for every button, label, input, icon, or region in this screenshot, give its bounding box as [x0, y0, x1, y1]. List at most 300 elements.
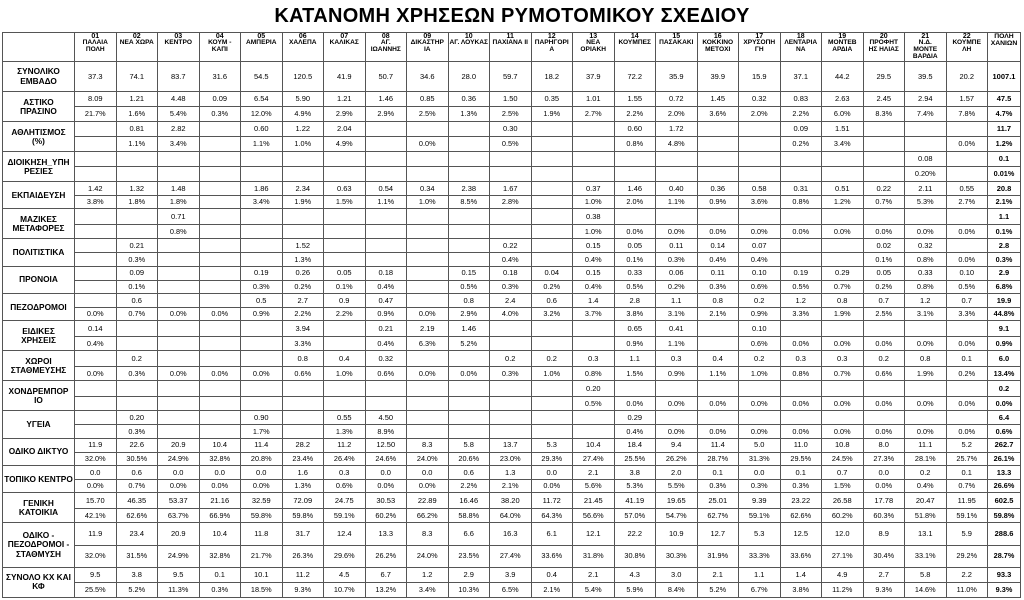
row-label: ΕΚΠΑΙΔΕΥΣΗ [3, 182, 75, 209]
table-cell: 1.4 [780, 567, 822, 582]
table-cell: 1.1% [656, 336, 698, 351]
table-cell: 10.4 [199, 438, 241, 452]
table-cell: 0.37 [573, 182, 615, 196]
table-cell [241, 152, 283, 167]
table-cell [573, 411, 615, 425]
table-cell: 0.85 [407, 92, 449, 107]
table-cell [531, 425, 573, 439]
table-cell: 10.9 [656, 523, 698, 545]
table-cell [448, 411, 490, 425]
table-cell: 0.0 [863, 466, 905, 480]
table-cell: 0.6 [531, 294, 573, 308]
table-cell: 0.4% [697, 253, 739, 267]
table-cell [905, 381, 947, 396]
table-cell [573, 122, 615, 137]
column-header [863, 33, 905, 62]
table-cell: 0.0% [531, 479, 573, 493]
table-cell: 8.5% [448, 195, 490, 209]
table-cell: 0.3% [199, 582, 241, 597]
table-cell: 15.70 [75, 493, 117, 508]
table-cell: 5.8 [448, 438, 490, 452]
table-cell: 0.0% [739, 396, 781, 411]
table-cell: 0.0% [780, 336, 822, 351]
table-cell: 0.7 [822, 466, 864, 480]
table-cell [199, 137, 241, 152]
table-cell: 2.1% [490, 479, 532, 493]
column-number: 18 [796, 33, 805, 40]
table-cell [241, 396, 283, 411]
table-cell: 62.6% [116, 508, 158, 523]
table-cell [199, 411, 241, 425]
total-cell: 93.3 [988, 567, 1021, 582]
table-cell [739, 167, 781, 182]
table-cell: 0.30 [490, 122, 532, 137]
table-cell: 0.5% [573, 396, 615, 411]
table-cell: 5.9 [946, 523, 988, 545]
table-cell [241, 253, 283, 267]
table-cell: 0.3% [697, 479, 739, 493]
table-cell [75, 266, 117, 280]
table-cell: 5.3% [905, 195, 947, 209]
table-cell: 10.4 [199, 523, 241, 545]
table-cell [199, 253, 241, 267]
table-cell: 0.35 [531, 92, 573, 107]
table-cell [863, 152, 905, 167]
total-cell: 28.7% [988, 545, 1021, 567]
table-cell: 0.1 [199, 567, 241, 582]
total-cell: 59.8% [988, 508, 1021, 523]
table-cell: 0.5 [241, 294, 283, 308]
table-cell: 0.5% [780, 280, 822, 294]
table-cell: 0.6 [116, 466, 158, 480]
table-cell: 12.50 [365, 438, 407, 452]
table-cell [75, 351, 117, 366]
table-cell: 0.2 [531, 351, 573, 366]
table-cell: 0.2% [863, 280, 905, 294]
table-cell: 0.0% [365, 479, 407, 493]
column-header [573, 33, 615, 62]
table-cell [905, 209, 947, 224]
table-cell: 0.10 [739, 321, 781, 336]
table-cell: 0.0% [946, 425, 988, 439]
table-cell: 3.7% [573, 307, 615, 321]
table-cell: 0.0% [158, 307, 200, 321]
table-cell: 0.15 [448, 266, 490, 280]
table-cell: 1.72 [656, 122, 698, 137]
table-cell: 0.0% [656, 224, 698, 239]
column-header [365, 33, 407, 62]
row-label: ΟΔΙΚΟ ΔΙΚΤΥΟ [3, 438, 75, 465]
table-cell: 0.0% [697, 396, 739, 411]
table-cell: 1.3% [448, 107, 490, 122]
table-cell: 0.3 [573, 351, 615, 366]
table-cell: 0.6% [863, 366, 905, 381]
table-cell: 5.2% [697, 582, 739, 597]
table-cell: 0.1 [946, 466, 988, 480]
table-cell: 0.3% [490, 280, 532, 294]
table-cell [946, 122, 988, 137]
table-cell: 1.1 [739, 567, 781, 582]
table-cell: 37.9 [573, 62, 615, 92]
table-cell: 33.3% [739, 545, 781, 567]
table-cell: 0.0% [780, 224, 822, 239]
table-cell [656, 167, 698, 182]
table-cell: 6.0% [822, 107, 864, 122]
table-cell [241, 321, 283, 336]
table-cell: 1.6% [116, 107, 158, 122]
row-label: ΥΓΕΙΑ [3, 411, 75, 438]
column-number: 02 [132, 33, 141, 40]
column-name: ΧΡΥΣΟΠΗ ΓΗ [743, 39, 776, 54]
table-cell [448, 381, 490, 396]
table-cell [656, 209, 698, 224]
table-cell: 4.9 [822, 567, 864, 582]
table-cell: 0.8% [614, 137, 656, 152]
table-cell: 37.1 [780, 62, 822, 92]
table-cell: 0.0% [946, 253, 988, 267]
table-cell: 0.0% [656, 425, 698, 439]
table-cell: 0.10 [946, 266, 988, 280]
table-cell: 0.4 [531, 567, 573, 582]
table-cell: 8.9% [365, 425, 407, 439]
table-cell: 7.8% [946, 107, 988, 122]
table-cell: 0.4 [697, 351, 739, 366]
table-cell: 0.1% [324, 280, 366, 294]
table-cell: 11.0% [946, 582, 988, 597]
table-cell [199, 280, 241, 294]
table-cell [822, 253, 864, 267]
table-cell: 46.35 [116, 493, 158, 508]
table-cell: 0.0% [241, 366, 283, 381]
table-cell: 0.2 [863, 351, 905, 366]
column-name: ΑΓ. ΛΟΥΚΑΣ [449, 39, 488, 47]
table-cell: 13.3 [365, 523, 407, 545]
table-cell [116, 209, 158, 224]
column-name: ΚΕΝΤΡΟ [164, 39, 192, 47]
table-cell: 11.1 [905, 438, 947, 452]
table-cell [407, 351, 449, 366]
table-cell: 0.05 [614, 239, 656, 253]
table-cell: 32.8% [199, 545, 241, 567]
table-cell: 1.2 [905, 294, 947, 308]
table-cell [282, 381, 324, 396]
table-cell [780, 209, 822, 224]
row-label: ΠΕΖΟΔΡΟΜΟΙ [3, 294, 75, 321]
table-cell: 0.2% [656, 280, 698, 294]
table-cell: 4.48 [158, 92, 200, 107]
total-cell: 0.6% [988, 425, 1021, 439]
column-header [116, 33, 158, 62]
table-cell: 20.2 [946, 62, 988, 92]
table-cell [822, 209, 864, 224]
table-cell: 28.7% [697, 452, 739, 466]
table-cell: 0.0 [407, 466, 449, 480]
table-cell [116, 396, 158, 411]
table-cell [656, 411, 698, 425]
table-cell: 31.5% [116, 545, 158, 567]
table-cell: 0.83 [780, 92, 822, 107]
table-cell: 0.3% [780, 479, 822, 493]
table-cell: 18.2 [531, 62, 573, 92]
table-cell: 0.7% [822, 366, 864, 381]
column-number: 22 [962, 33, 971, 40]
table-cell: 0.2% [780, 137, 822, 152]
table-cell: 31.8% [573, 545, 615, 567]
table-cell: 0.8% [780, 195, 822, 209]
table-cell: 2.5% [863, 307, 905, 321]
table-cell [407, 396, 449, 411]
table-cell: 0.4% [614, 425, 656, 439]
table-cell: 0.07 [739, 239, 781, 253]
table-cell [282, 167, 324, 182]
table-cell [448, 253, 490, 267]
table-cell: 28.1% [905, 452, 947, 466]
table-cell: 0.55 [946, 182, 988, 196]
table-cell [199, 351, 241, 366]
table-cell: 31.9% [697, 545, 739, 567]
table-cell: 0.7% [946, 479, 988, 493]
table-cell [75, 239, 117, 253]
total-cell: 0.0% [988, 396, 1021, 411]
column-header [282, 33, 324, 62]
table-cell: 3.3% [780, 307, 822, 321]
table-cell: 29.6% [324, 545, 366, 567]
table-cell [614, 167, 656, 182]
table-cell: 1.46 [448, 321, 490, 336]
table-cell: 6.3% [407, 336, 449, 351]
table-cell [199, 195, 241, 209]
table-cell: 0.22 [863, 182, 905, 196]
total-cell: 19.9 [988, 294, 1021, 308]
table-cell: 62.7% [697, 508, 739, 523]
table-cell: 2.0% [739, 107, 781, 122]
table-cell [407, 425, 449, 439]
table-cell: 27.1% [822, 545, 864, 567]
table-cell: 53.37 [158, 493, 200, 508]
table-cell [158, 266, 200, 280]
table-cell [448, 167, 490, 182]
column-number: 04 [215, 33, 224, 40]
table-cell: 2.11 [905, 182, 947, 196]
table-cell [158, 239, 200, 253]
table-cell: 0.20% [905, 167, 947, 182]
table-cell: 60.2% [365, 508, 407, 523]
table-cell: 23.4% [282, 452, 324, 466]
table-cell [531, 321, 573, 336]
table-cell: 1.0% [739, 366, 781, 381]
table-cell: 74.1 [116, 62, 158, 92]
table-cell: 20.9 [158, 438, 200, 452]
table-cell: 72.2 [614, 62, 656, 92]
column-header [739, 33, 781, 62]
table-cell: 34.6 [407, 62, 449, 92]
table-cell: 42.1% [75, 508, 117, 523]
column-name: ΧΑΛΕΠΑ [289, 39, 317, 47]
table-cell [490, 321, 532, 336]
table-cell: 0.1 [697, 466, 739, 480]
table-cell: 1.01 [573, 92, 615, 107]
table-cell: 9.5 [158, 567, 200, 582]
table-cell: 0.7 [946, 294, 988, 308]
table-cell: 2.4 [490, 294, 532, 308]
total-cell: 47.5 [988, 92, 1021, 107]
table-cell: 0.4% [365, 280, 407, 294]
table-cell: 24.5% [822, 452, 864, 466]
table-cell: 0.5% [448, 280, 490, 294]
total-cell: 2.1% [988, 195, 1021, 209]
table-cell: 0.0% [614, 396, 656, 411]
table-cell: 2.45 [863, 92, 905, 107]
table-cell: 0.0% [822, 224, 864, 239]
table-cell [407, 152, 449, 167]
table-cell [656, 381, 698, 396]
table-cell [116, 152, 158, 167]
table-cell: 3.4% [822, 137, 864, 152]
table-cell [780, 152, 822, 167]
column-header [490, 33, 532, 62]
table-cell: 1.8% [116, 195, 158, 209]
table-cell: 9.3% [282, 582, 324, 597]
table-cell [531, 167, 573, 182]
total-cell: 1.2% [988, 137, 1021, 152]
table-cell: 22.6 [116, 438, 158, 452]
table-cell [324, 239, 366, 253]
table-cell: 12.0% [241, 107, 283, 122]
table-cell: 0.20 [116, 411, 158, 425]
table-cell: 9.5 [75, 567, 117, 582]
table-cell: 6.6 [448, 523, 490, 545]
table-cell: 0.0% [822, 396, 864, 411]
total-cell: 0.3% [988, 253, 1021, 267]
table-cell: 0.5% [946, 280, 988, 294]
table-cell [573, 336, 615, 351]
table-cell [448, 137, 490, 152]
table-cell [282, 209, 324, 224]
table-cell: 2.34 [282, 182, 324, 196]
table-cell [490, 381, 532, 396]
table-cell: 13.7 [490, 438, 532, 452]
table-cell: 0.33 [614, 266, 656, 280]
column-name: ΚΟΥΜΠΕΣ [618, 39, 651, 47]
table-cell: 0.14 [697, 239, 739, 253]
table-cell [407, 381, 449, 396]
table-cell: 32.0% [75, 452, 117, 466]
table-cell: 0.0% [697, 425, 739, 439]
table-cell: 0.0% [656, 396, 698, 411]
table-cell: 13.1 [905, 523, 947, 545]
table-cell: 0.36 [697, 182, 739, 196]
table-cell: 3.3% [946, 307, 988, 321]
table-row [3, 493, 1021, 508]
table-cell: 0.9% [656, 366, 698, 381]
table-cell: 1.48 [158, 182, 200, 196]
table-row [3, 209, 1021, 224]
table-cell [697, 167, 739, 182]
row-label: ΕΙΔΙΚΕΣ ΧΡΗΣΕΙΣ [3, 321, 75, 351]
total-cell: 13.3 [988, 466, 1021, 480]
table-cell: 28.0 [448, 62, 490, 92]
table-cell: 24.9% [158, 452, 200, 466]
total-cell: 262.7 [988, 438, 1021, 452]
header-corner [3, 33, 75, 62]
table-cell [365, 209, 407, 224]
table-cell [324, 381, 366, 396]
table-cell: 21.45 [573, 493, 615, 508]
table-cell: 0.09 [116, 266, 158, 280]
table-cell [241, 239, 283, 253]
table-cell: 0.18 [365, 266, 407, 280]
table-cell [697, 209, 739, 224]
table-cell: 8.4% [656, 582, 698, 597]
table-cell: 1.2% [822, 195, 864, 209]
table-cell: 1.6 [282, 466, 324, 480]
table-cell [490, 209, 532, 224]
table-cell: 11.9 [75, 523, 117, 545]
column-name: ΔΙΚΑΣΤΗΡ ΙΑ [410, 39, 444, 54]
column-header [531, 33, 573, 62]
table-cell [407, 294, 449, 308]
row-label: ΑΘΛΗΤΙΣΜΟΣ (%) [3, 122, 75, 152]
table-cell: 0.4% [490, 253, 532, 267]
table-cell: 12.4 [324, 523, 366, 545]
column-name: ΠΑΧΙΑΝΑ ΙΙ [492, 39, 529, 47]
table-cell [158, 294, 200, 308]
total-cell: 26.1% [988, 452, 1021, 466]
table-cell [365, 253, 407, 267]
table-cell: 1.9% [531, 107, 573, 122]
table-cell [697, 336, 739, 351]
table-cell: 39.5 [905, 62, 947, 92]
table-cell: 1.0% [282, 137, 324, 152]
table-cell: 0.31 [780, 182, 822, 196]
table-cell [116, 381, 158, 396]
table-row [3, 351, 1021, 366]
table-row [3, 452, 1021, 466]
table-cell: 0.8% [905, 253, 947, 267]
table-cell: 26.2% [656, 452, 698, 466]
total-cell: 0.1 [988, 152, 1021, 167]
table-cell [905, 122, 947, 137]
table-cell [199, 396, 241, 411]
column-name: Ν.Δ. ΜΟΝΤΕ ΒΑΡΔΙΑ [912, 39, 938, 61]
table-cell: 1.5% [614, 366, 656, 381]
table-cell [407, 239, 449, 253]
table-cell [946, 167, 988, 182]
table-cell: 63.7% [158, 508, 200, 523]
table-cell: 0.36 [448, 92, 490, 107]
table-cell [199, 152, 241, 167]
table-cell [199, 182, 241, 196]
column-number: 19 [838, 33, 847, 40]
table-cell [116, 321, 158, 336]
table-cell: 39.9 [697, 62, 739, 92]
table-cell: 0.0% [905, 336, 947, 351]
table-cell: 0.0% [697, 224, 739, 239]
total-cell: 44.8% [988, 307, 1021, 321]
table-row [3, 479, 1021, 493]
table-cell: 0.5% [490, 137, 532, 152]
table-cell [614, 209, 656, 224]
table-cell: 0.8% [780, 366, 822, 381]
table-cell: 0.18 [490, 266, 532, 280]
table-cell: 11.2% [822, 582, 864, 597]
table-cell: 0.0% [199, 307, 241, 321]
table-cell: 8.3 [407, 438, 449, 452]
table-cell: 2.82 [158, 122, 200, 137]
column-number: 09 [423, 33, 432, 40]
table-cell: 0.0% [158, 366, 200, 381]
table-cell [75, 253, 117, 267]
